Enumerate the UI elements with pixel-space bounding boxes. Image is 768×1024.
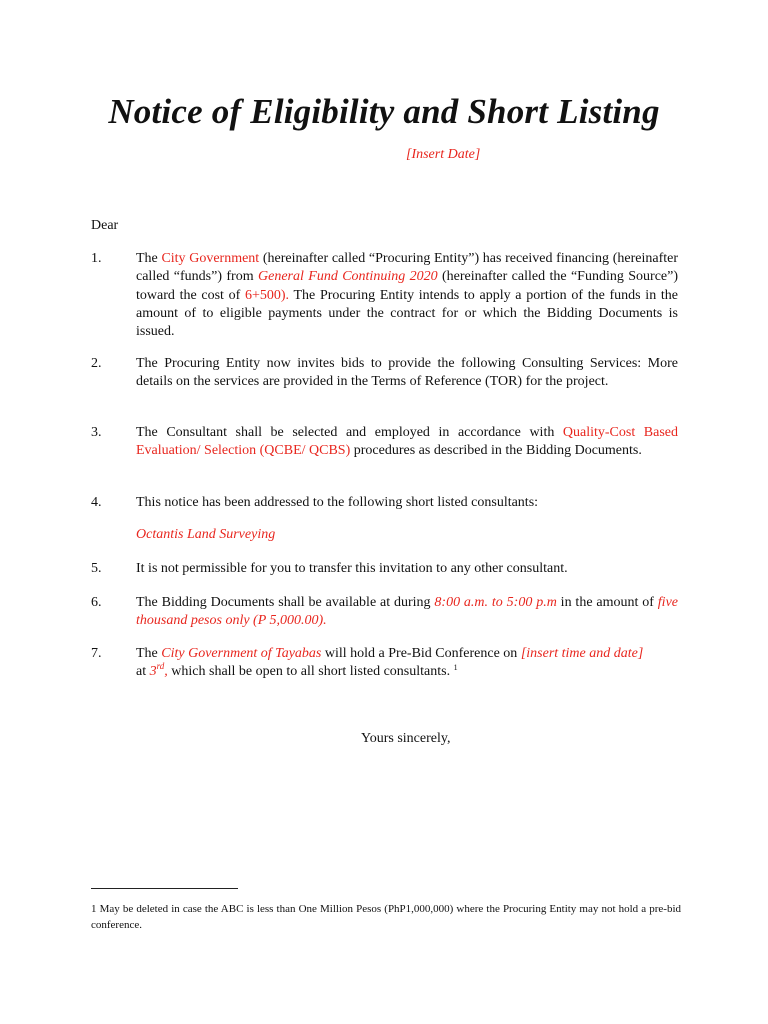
paragraph-number: 5. [91,561,102,576]
paragraph-number: 3. [91,425,102,440]
funding-source: General Fund Continuing 2020 [258,269,438,285]
date-placeholder: [Insert Date] [406,147,481,162]
availability-hours: 8:00 a.m. to 5:00 p.m [434,595,557,610]
document-title: Notice of Eligibility and Short Listing [108,92,660,131]
footnote-reference[interactable]: 1 [453,663,458,673]
text-run: at [136,664,150,680]
text-run: (hereinafter called the “Funding Source”) toward the cost of [136,269,678,303]
paragraph-text: This notice has been addressed to the following short listed consultants: [136,495,539,510]
paragraph-number: 2. [91,356,102,371]
text-run: will hold a Pre-Bid Conference on [321,646,521,661]
paragraph-number: 7. [91,646,102,661]
paragraph-text [136,594,678,631]
text-run: (hereinafter called “Procuring Entity”) has received financing (hereinafter called “funds”) from [136,251,678,285]
paragraph-text [136,250,678,341]
paragraph-text [136,645,678,682]
paragraph-number: 6. [91,595,102,610]
text-run: The Bidding Documents shall be available at during [136,595,435,610]
paragraph-text [136,424,678,461]
paragraph-6 [91,594,678,631]
text-run: The [136,251,162,266]
conference-venue [149,661,168,680]
cost-value: 6+500). [244,287,290,303]
salutation: Dear [91,218,119,233]
paragraph-number: 4. [91,495,102,510]
procuring-entity-name: City Government [161,251,260,266]
paragraph-4 [91,494,678,512]
text-run: The [136,646,162,661]
footnote-divider [91,888,238,889]
conference-host: City Government of Tayabas [161,646,322,661]
footnote: 1 May be deleted in case the ABC is less than One Million Pesos (PhP1,000,000) where the Procuring Entity may not hold a pre-bid conference. [91,903,681,931]
paragraph-text: The Procuring Entity now invites bids to provide the following Consulting Services: More details on the services are provided in the Terms of Reference (TOR) for the project. [136,356,678,390]
text-run: procedures as described in the Bidding Documents. [350,443,642,459]
closing: Yours sincerely, [361,731,451,746]
ordinal-suffix: rd [156,661,165,672]
paragraph-5 [91,560,678,578]
paragraph-3 [91,424,678,461]
paragraph-7 [91,645,678,682]
text-run: which shall be open to all short listed consultants. [167,664,454,680]
paragraph-2 [91,355,678,392]
venue-punctuation: , [164,664,168,680]
text-run: in the amount of [556,595,658,610]
paragraph-text: It is not permissible for you to transfer this invitation to any other consultant. [136,561,568,576]
conference-time-placeholder: [insert time and date] [520,646,644,661]
text-run: The Consultant shall be selected and employed in accordance with [136,425,563,440]
paragraph-number: 1. [91,251,102,266]
text-run: The Procuring Entity intends to apply a portion of the funds in the amount of to eligible payments under the contract for or which the Bidding Documents is issued. [136,287,678,340]
paragraph-1 [91,250,678,341]
selection-method: Quality-Cost Based Evaluation/ Selection (QCBE/ QCBS) [136,425,678,459]
shortlisted-consultant: Octantis Land Surveying [136,527,276,542]
document-fee: five thousand pesos only (P 5,000.00). [136,595,679,629]
venue-number: 3 [149,664,157,680]
